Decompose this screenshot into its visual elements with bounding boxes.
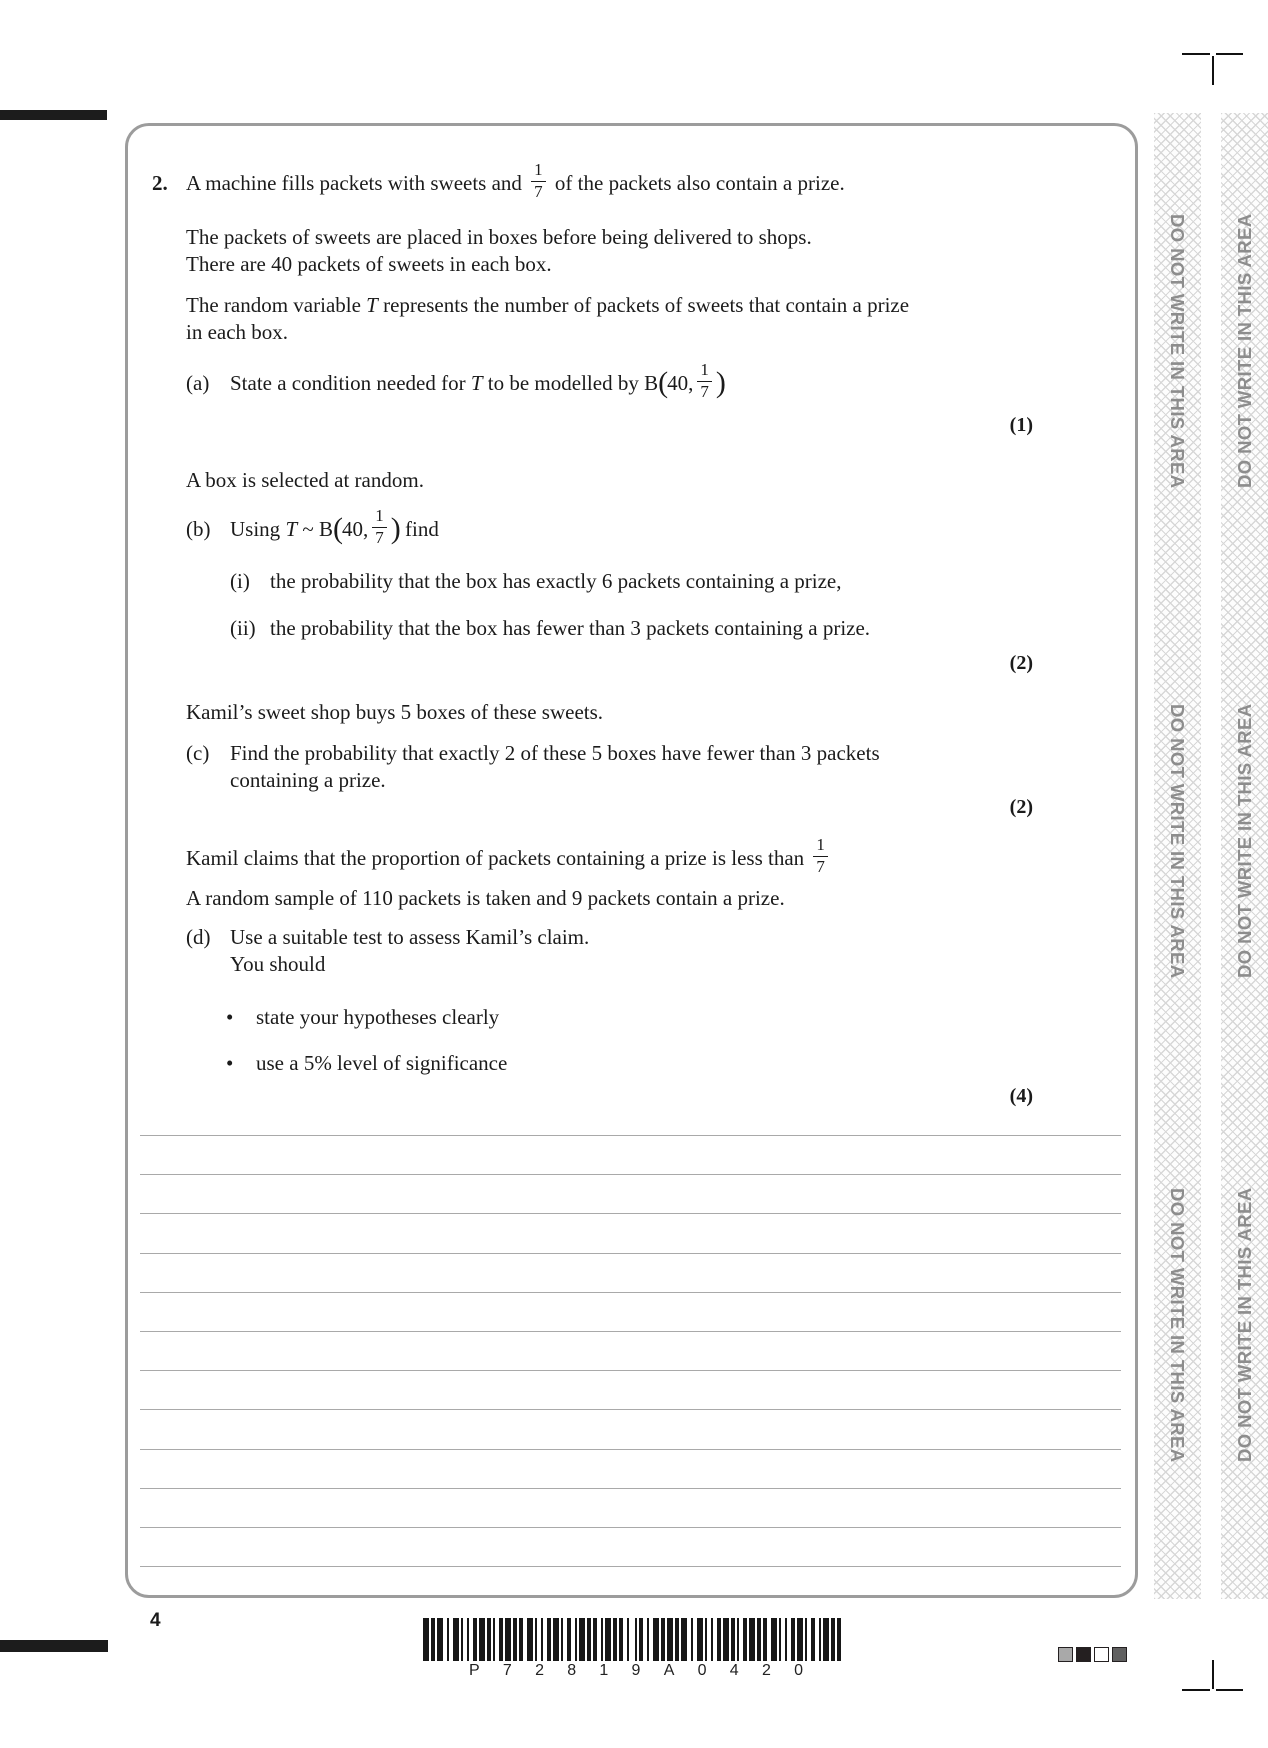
part-b-label: (b) [186, 516, 211, 541]
part-c-label: (c) [186, 741, 210, 765]
bullet-significance: • use a 5% level of significance [226, 1051, 508, 1075]
crop-mark-icon [1182, 1689, 1210, 1691]
crop-mark-icon [1216, 53, 1243, 55]
registration-bar-bottom-left [0, 1640, 108, 1652]
answer-line [140, 1371, 1121, 1410]
marks-part-a: (1) [1009, 414, 1033, 436]
question-number: 2. [152, 170, 168, 195]
answer-line [140, 1332, 1121, 1371]
registration-bar-top-left [0, 110, 107, 120]
calibration-square-black [1076, 1647, 1091, 1662]
marks-part-c: (2) [1009, 796, 1033, 818]
do-not-write-text: DO NOT WRITE IN THIS AREA [1234, 1187, 1255, 1463]
part-a [152, 356, 1117, 410]
bullet-icon: • [226, 1005, 234, 1029]
barcode-bars [423, 1618, 845, 1661]
barcode [423, 1618, 845, 1680]
answer-line [140, 1528, 1121, 1567]
bullet-hypotheses: • state your hypotheses clearly [226, 1005, 500, 1029]
fraction-one-seventh: $\frac{1}{7}$ [813, 836, 828, 876]
part-d: (d) Use a suitable test to assess Kamil’s claim. You should • state your hypotheses clearly • use a 5% level of significance [152, 924, 1117, 1077]
do-not-write-band-right [1221, 113, 1268, 1599]
calibration-square-darkgray [1112, 1647, 1127, 1662]
marks-part-d: (4) [1009, 1085, 1033, 1107]
question-intro-text: A machine fills packets with sweets and $\frac{1}{7}$ of the packets also contain a prize. [186, 159, 845, 201]
part-b [152, 502, 1117, 642]
fraction-one-seventh: $\frac{1}{7}$ [531, 161, 546, 201]
calibration-square-gray [1058, 1647, 1073, 1662]
answer-line [140, 1450, 1121, 1489]
paragraph-kamil-buys: Kamil’s sweet shop buys 5 boxes of these sweets. [186, 700, 604, 724]
paragraph-random-variable: The random variable T represents the number of packets of sweets that contain a prize in each box. [186, 293, 910, 344]
do-not-write-text: DO NOT WRITE IN THIS AREA [1234, 213, 1255, 489]
calibration-square-white [1094, 1647, 1109, 1662]
answer-line [140, 1489, 1121, 1528]
page-number: 4 [150, 1610, 161, 1631]
answer-line [140, 1214, 1121, 1253]
bullet-icon: • [226, 1051, 234, 1075]
answer-line [140, 1410, 1121, 1449]
item-ii-label: (ii) [230, 616, 256, 640]
do-not-write-text: DO NOT WRITE IN THIS AREA [1167, 213, 1188, 489]
barcode-label: P 7 2 8 1 9 A 0 4 2 0 [469, 1662, 803, 1679]
part-b-item-i: (i) the probability that the box has exactly 6 packets containing a prize, [230, 569, 842, 593]
crop-mark-icon [1212, 56, 1214, 85]
answer-line [140, 1110, 1121, 1136]
part-b-item-ii: (ii) the probability that the box has fewer than 3 packets containing a prize. [230, 616, 871, 640]
paragraph-claim: Kamil claims that the proportion of packets containing a prize is less than $\frac{1}{7}$ [152, 831, 1117, 885]
variable-T: T [366, 293, 378, 317]
part-b-text: Using T ~ B ( 40, $\frac{1}{7}$ ) find [230, 505, 439, 547]
answer-line [140, 1254, 1121, 1293]
answer-line [140, 1175, 1121, 1214]
print-calibration-squares [1058, 1647, 1127, 1662]
do-not-write-text: DO NOT WRITE IN THIS AREA [1167, 1187, 1188, 1463]
paragraph-box-random: A box is selected at random. [186, 468, 424, 492]
part-d-label: (d) [186, 925, 211, 949]
item-i-label: (i) [230, 569, 250, 593]
fraction-one-seventh: $\frac{1}{7}$ [697, 361, 712, 401]
crop-mark-icon [1212, 1660, 1214, 1689]
answer-line [140, 1136, 1121, 1175]
fraction-one-seventh: $\frac{1}{7}$ [372, 507, 387, 547]
question-box [125, 123, 1138, 1598]
answer-lines [140, 1110, 1121, 1567]
crop-mark-icon [1216, 1689, 1243, 1691]
part-c: (c) Find the probability that exactly 2 of these 5 boxes have fewer than 3 packets containing a prize. [186, 741, 880, 792]
crop-mark-icon [1182, 53, 1210, 55]
part-a-label: (a) [186, 370, 210, 395]
part-a-text: State a condition needed for T to be modelled by B ( 40, $\frac{1}{7}$ ) [230, 359, 725, 401]
question-intro [152, 156, 1117, 210]
do-not-write-band-left [1154, 113, 1201, 1599]
paragraph-boxes: The packets of sweets are placed in boxes before being delivered to shops. There are 40 packets of sweets in each box. [186, 225, 812, 276]
marks-part-b: (2) [1009, 652, 1033, 674]
do-not-write-text: DO NOT WRITE IN THIS AREA [1234, 703, 1255, 979]
paragraph-sample: A random sample of 110 packets is taken and 9 packets contain a prize. [186, 886, 785, 910]
do-not-write-text: DO NOT WRITE IN THIS AREA [1167, 703, 1188, 979]
answer-line [140, 1293, 1121, 1332]
